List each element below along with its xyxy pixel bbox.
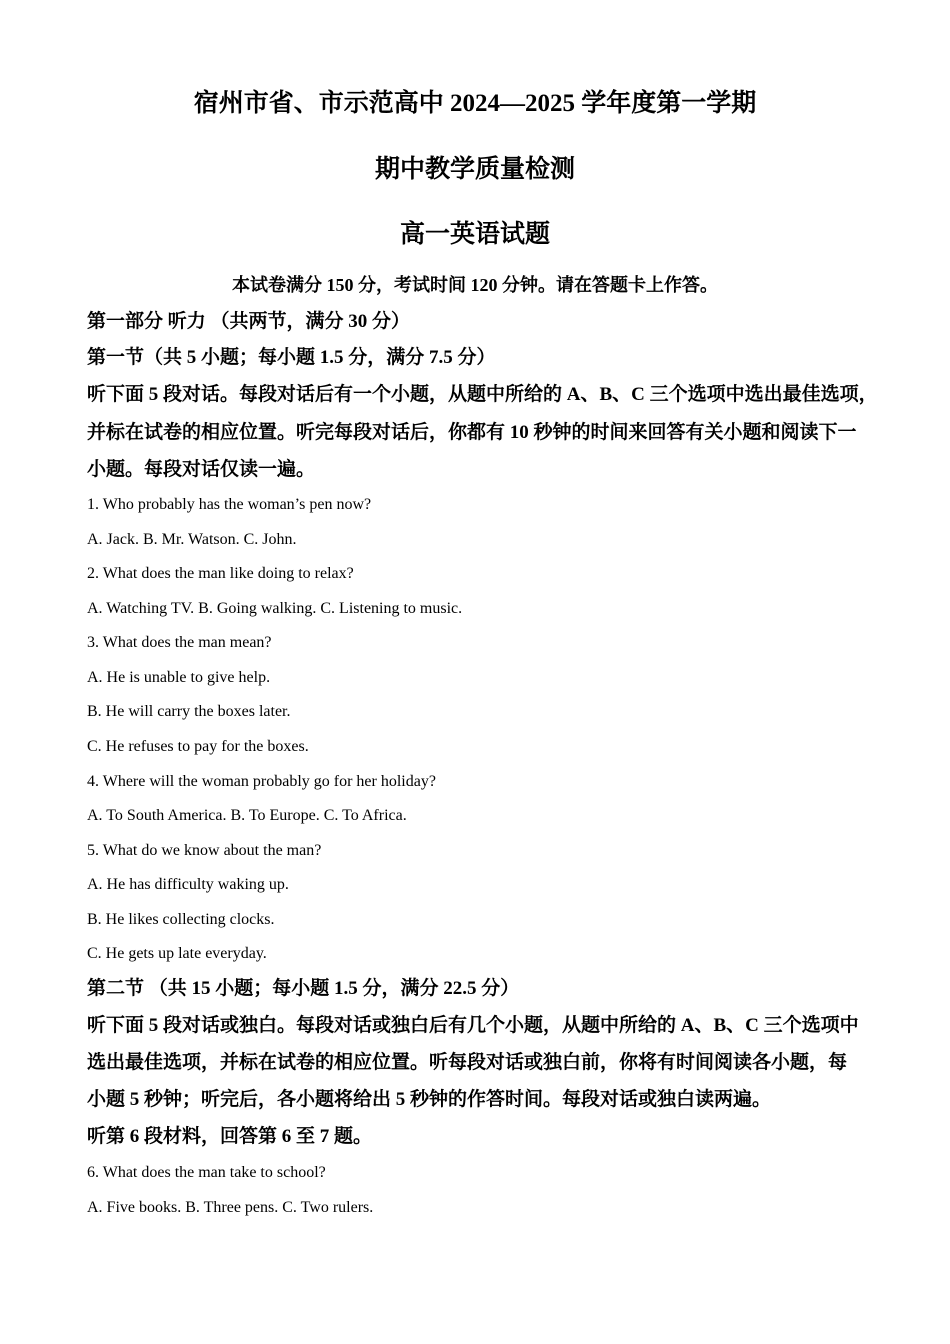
question-1: 1. Who probably has the woman’s pen now? bbox=[87, 496, 372, 513]
exam-title-line1: 宿州市省、市示范高中 2024—2025 学年度第一学期 bbox=[193, 90, 757, 117]
section1-instruction-line: 小题。每段对话仅读一遍。 bbox=[87, 459, 316, 480]
exam-note: 本试卷满分 150 分，考试时间 120 分钟。请在答题卡上作答。 bbox=[232, 275, 718, 295]
question-4-options: A. To South America. B. To Europe. C. To Africa. bbox=[87, 807, 407, 824]
exam-title-line3: 高一英语试题 bbox=[399, 221, 550, 248]
section2-heading: 第二节 （共 15 小题；每小题 1.5 分，满分 22.5 分） bbox=[87, 978, 520, 999]
section1-instruction-line: 听下面 5 段对话。每段对话后有一个小题，从题中所给的 A、B、C 三个选项中选出最佳选项， bbox=[87, 384, 878, 405]
question-3-option-b: B. He will carry the boxes later. bbox=[87, 703, 291, 720]
question-3: 3. What does the man mean? bbox=[87, 634, 272, 651]
question-1-options: A. Jack. B. Mr. Watson. C. John. bbox=[87, 531, 297, 548]
question-5: 5. What do we know about the man? bbox=[87, 842, 322, 859]
section2-instruction-line: 选出最佳选项，并标在试卷的相应位置。听每段对话或独白前，你将有时间阅读各小题，每 bbox=[87, 1052, 848, 1073]
question-6-options: A. Five books. B. Three pens. C. Two rulers. bbox=[87, 1199, 374, 1216]
question-3-option-a: A. He is unable to give help. bbox=[87, 669, 271, 686]
question-5-option-c: C. He gets up late everyday. bbox=[87, 945, 267, 962]
section1-instruction-line: 并标在试卷的相应位置。听完每段对话后，你都有 10 秒钟的时间来回答有关小题和阅读下一 bbox=[87, 422, 857, 443]
part1-heading: 第一部分 听力 （共两节，满分 30 分） bbox=[87, 311, 411, 332]
material-6-heading: 听第 6 段材料，回答第 6 至 7 题。 bbox=[87, 1126, 373, 1147]
question-3-option-c: C. He refuses to pay for the boxes. bbox=[87, 738, 309, 755]
question-2: 2. What does the man like doing to relax? bbox=[87, 565, 354, 582]
question-4: 4. Where will the woman probably go for her holiday? bbox=[87, 773, 436, 790]
section2-instruction-line: 听下面 5 段对话或独白。每段对话或独白后有几个小题，从题中所给的 A、B、C 三个选项中 bbox=[87, 1015, 859, 1036]
question-5-option-b: B. He likes collecting clocks. bbox=[87, 911, 275, 928]
section2-instruction-line: 小题 5 秒钟；听完后，各小题将给出 5 秒钟的作答时间。每段对话或独白读两遍。 bbox=[87, 1089, 772, 1110]
section1-heading: 第一节（共 5 小题；每小题 1.5 分，满分 7.5 分） bbox=[87, 347, 496, 368]
exam-title-line2: 期中教学质量检测 bbox=[374, 156, 575, 183]
question-2-options: A. Watching TV. B. Going walking. C. Listening to music. bbox=[87, 600, 463, 617]
question-5-option-a: A. He has difficulty waking up. bbox=[87, 876, 289, 893]
question-6: 6. What does the man take to school? bbox=[87, 1164, 326, 1181]
